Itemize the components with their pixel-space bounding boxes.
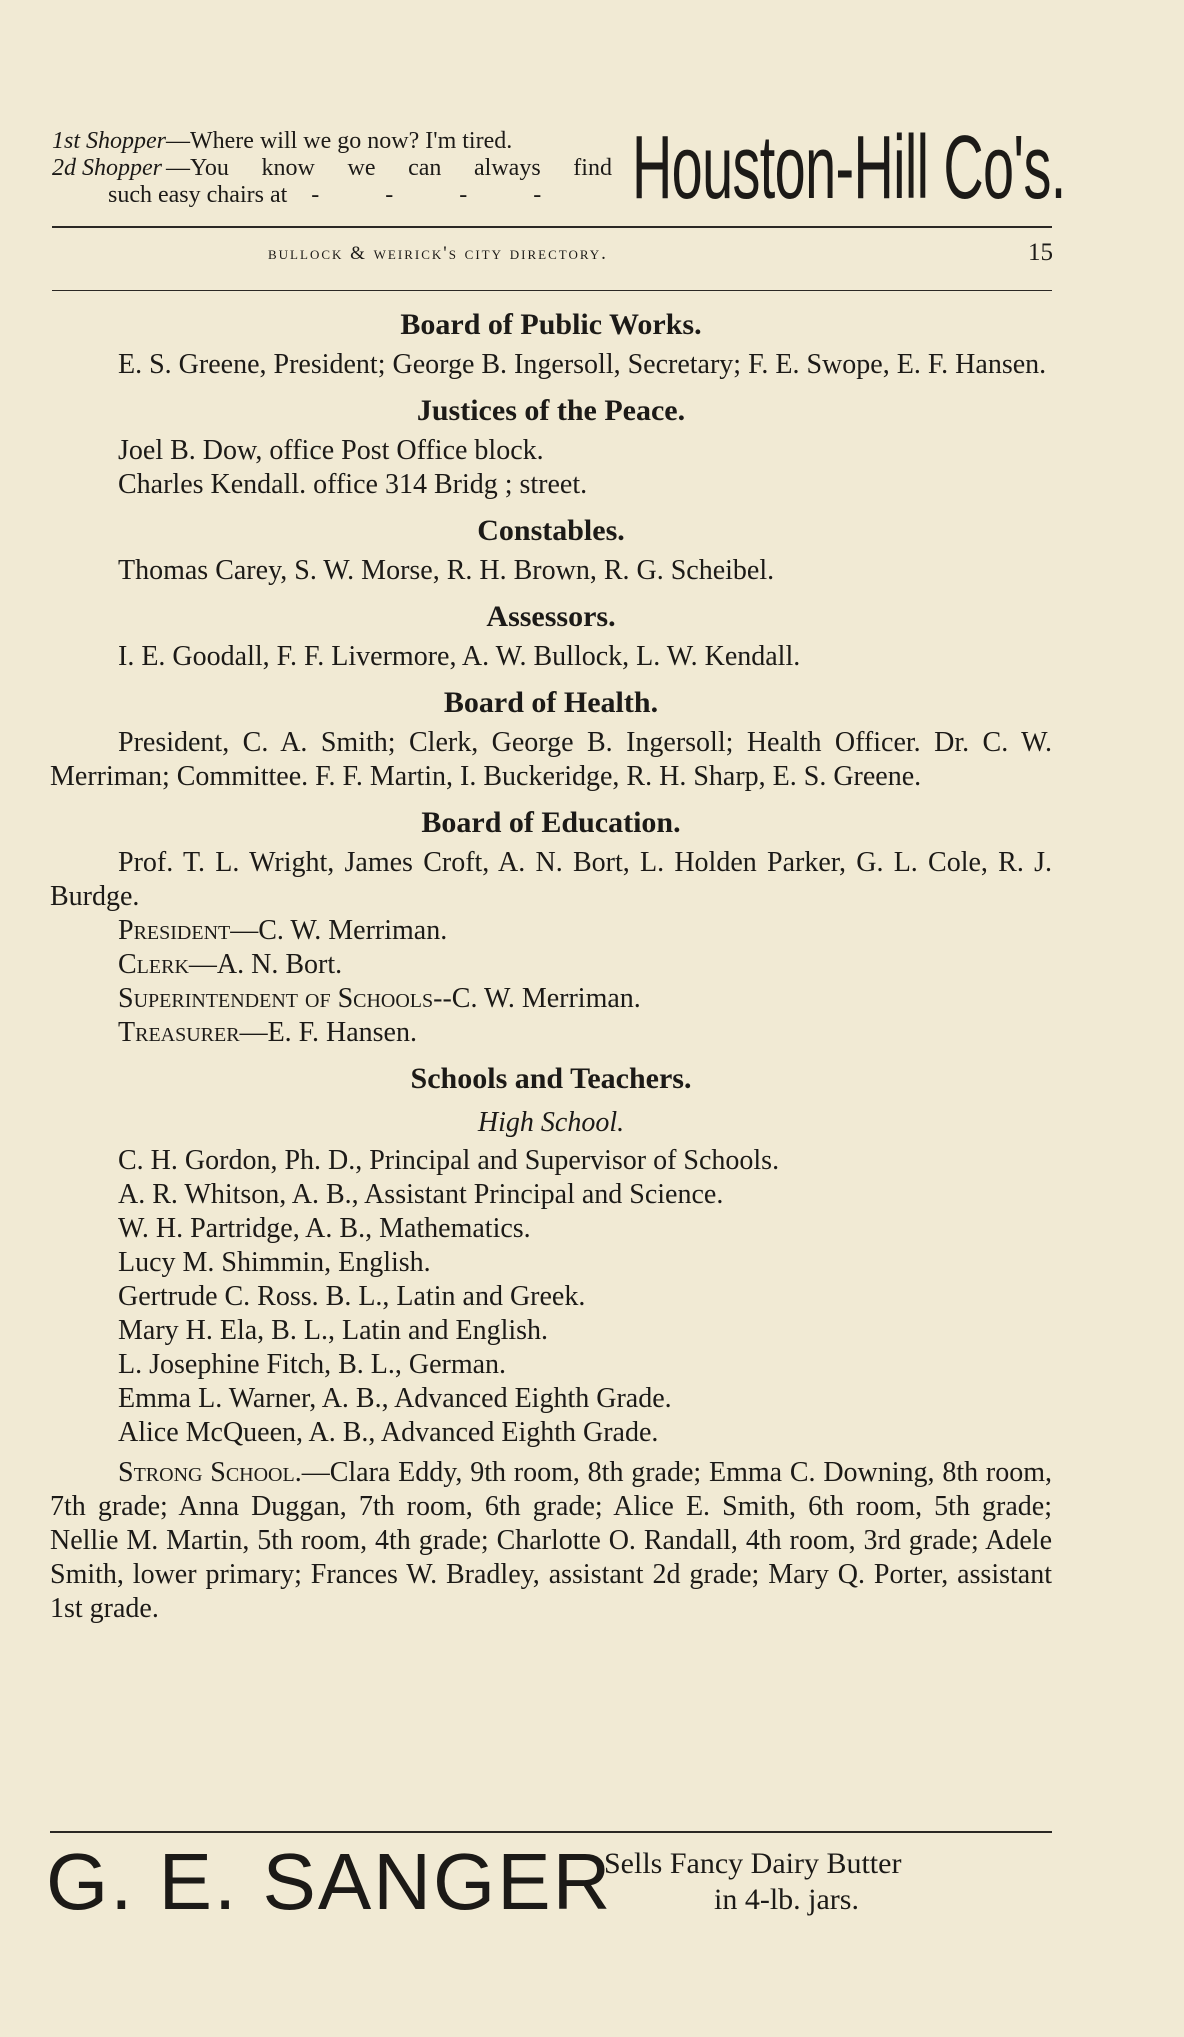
teacher-entry: C. H. Gordon, Ph. D., Principal and Supervisor of Schools.	[118, 1145, 780, 1176]
heading-health: Board of Health.	[443, 686, 659, 719]
justice-entry: Charles Kendall. office 314 Bridg ; street.	[118, 469, 588, 500]
leader-dashes: - - - -	[311, 182, 572, 208]
shopper-dialogue	[52, 128, 612, 209]
constables-text: Thomas Carey, S. W. Morse, R. H. Brown, R. G. Scheibel.	[118, 555, 775, 586]
bottom-advertisement	[46, 1837, 1052, 1950]
health-text: President, C. A. Smith; Clerk, George B. Ingersoll; Health Officer. Dr. C. W. Merriman; Committee. F. F. Martin, I. Buckeridge, R. H. Sharp, E. S. Greene.	[50, 727, 1052, 792]
teacher-entry: A. R. Whitson, A. B., Assistant Principal and Science.	[118, 1179, 724, 1210]
directory-title: bullock & weirick's city directory.	[268, 243, 608, 264]
heading-education: Board of Education.	[421, 806, 681, 839]
directory-content	[50, 302, 1052, 1626]
heading-justices: Justices of the Peace.	[416, 394, 686, 427]
justice-entry: Joel B. Dow, office Post Office block.	[118, 435, 544, 466]
header-divider	[52, 290, 1052, 291]
education-text: Prof. T. L. Wright, James Croft, A. N. Bort, L. Holden Parker, G. L. Cole, R. J. Burdge.	[50, 847, 1052, 912]
sanger-name: G. E. SANGER	[46, 1837, 613, 1926]
teacher-entry: Gertrude C. Ross. B. L., Latin and Greek.	[118, 1281, 586, 1312]
teacher-entry: Alice McQueen, A. B., Advanced Eighth Grade.	[118, 1417, 659, 1448]
officer-entry: President—C. W. Merriman.	[118, 915, 448, 946]
assessors-text: I. E. Goodall, F. F. Livermore, A. W. Bullock, L. W. Kendall.	[118, 641, 801, 672]
strong-school-label: Strong School.	[118, 1457, 302, 1488]
teacher-entry: W. H. Partridge, A. B., Mathematics.	[118, 1213, 531, 1244]
officer-entry: Treasurer—E. F. Hansen.	[118, 1017, 417, 1048]
houston-hill-brand: Houston-Hill Co's.	[632, 118, 1066, 218]
public-works-text: E. S. Greene, President; George B. Ingersoll, Secretary; F. E. Swope, E. F. Hansen.	[118, 349, 1047, 380]
speaker-1: 1st Shopper	[52, 128, 166, 154]
teacher-entry: Mary H. Ela, B. L., Latin and English.	[118, 1315, 549, 1346]
heading-schools: Schools and Teachers.	[410, 1062, 692, 1095]
heading-public-works: Board of Public Works.	[400, 308, 702, 341]
officer-entry: Superintendent of Schools--C. W. Merriman.	[118, 983, 641, 1014]
teacher-entry: Emma L. Warner, A. B., Advanced Eighth Grade.	[118, 1383, 672, 1414]
teacher-entry: Lucy M. Shimmin, English.	[118, 1247, 431, 1278]
dialogue-line-2: —You know we can always find	[166, 155, 612, 181]
subheading-high-school: High School.	[477, 1107, 625, 1138]
officer-entry: Clerk—A. N. Bort.	[118, 949, 343, 980]
running-header	[268, 239, 1053, 277]
bottom-divider	[50, 1831, 1052, 1833]
page-number: 15	[1028, 239, 1053, 266]
speaker-2: 2d Shopper	[52, 155, 162, 181]
dialogue-line-1: —Where will we go now? I'm tired.	[166, 128, 513, 154]
dialogue-line-3: such easy chairs at	[108, 182, 288, 208]
top-divider	[52, 226, 1052, 228]
top-advertisement	[52, 118, 1066, 224]
heading-assessors: Assessors.	[486, 600, 616, 633]
strong-school-text: Strong School.—Clara Eddy, 9th room, 8th grade; Emma C. Downing, 8th room, 7th grade; Anna Duggan, 7th room, 6th grade; Alice E. Smith, 6th room, 5th grade; Nellie M. Martin, 5th room, 4th grade; Charlotte O. Randall, 4th room, 3rd grade; Adele Smith, lower primary; Frances W. Bradley, assistant 2d grade; Mary Q. Porter, assistant 1st grade.	[50, 1457, 1052, 1624]
sanger-tagline: Sells Fancy Dairy Butter in 4-lb. jars.	[604, 1847, 902, 1916]
heading-constables: Constables.	[477, 514, 625, 547]
teacher-entry: L. Josephine Fitch, B. L., German.	[118, 1349, 507, 1380]
